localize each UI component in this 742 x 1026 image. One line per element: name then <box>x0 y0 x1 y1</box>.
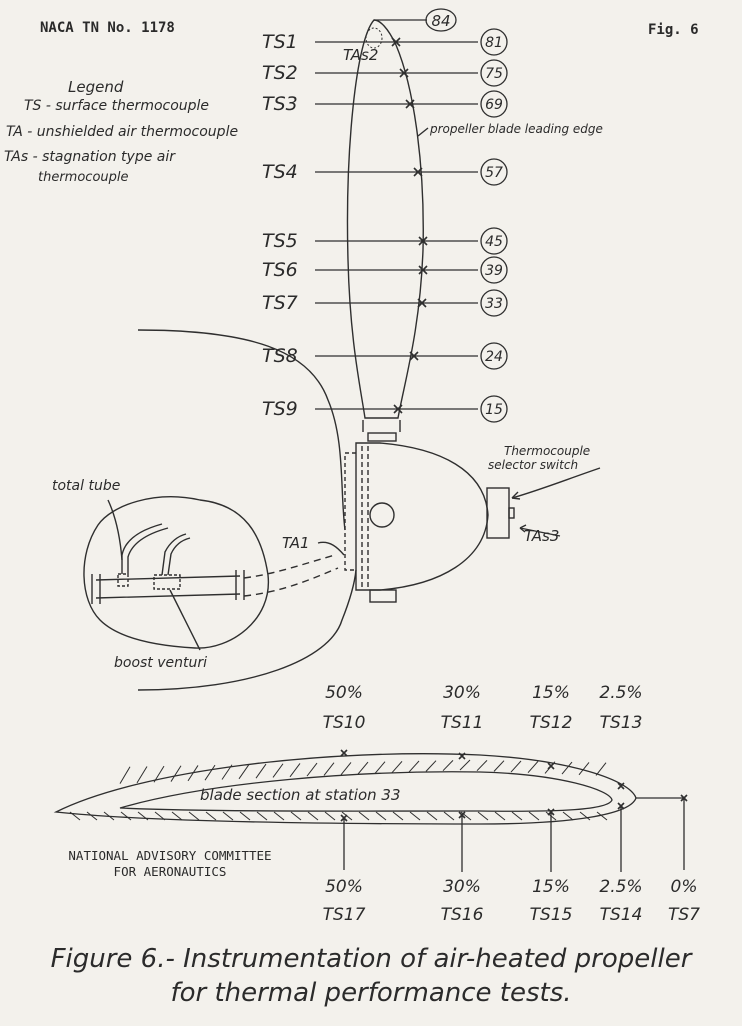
figure-number: Fig. 6 <box>648 22 699 38</box>
legend-ta: TA - unshielded air thermocouple <box>6 124 239 140</box>
station-number: 45 <box>485 234 503 250</box>
hatch-line <box>189 812 199 820</box>
upper-ts: TS13 <box>599 713 643 733</box>
upper-ts: TS11 <box>440 713 484 733</box>
thermocouple-mark <box>548 763 554 769</box>
station-ts-label: TS1 <box>262 31 298 53</box>
hatch-line <box>477 760 487 770</box>
upper-pct: 30% <box>443 683 481 703</box>
hatch-line <box>529 812 539 820</box>
upper-ts: TS12 <box>529 713 573 733</box>
blade-station-6 <box>262 257 507 283</box>
hatch-line <box>239 764 249 778</box>
report-number: NACA TN No. 1178 <box>40 20 175 36</box>
hatch-line <box>172 812 182 820</box>
station-ts-label: TS5 <box>262 230 298 252</box>
switch-label-2: selector switch <box>488 458 579 472</box>
hatch-line <box>512 812 522 820</box>
hatch-line <box>427 812 437 820</box>
station-ts-label: TS8 <box>262 345 298 367</box>
hatch-line <box>120 767 130 784</box>
lower-ts: TS14 <box>599 905 643 925</box>
upper-pct: 2.5% <box>599 683 643 703</box>
hatch-line <box>206 812 216 820</box>
duct-upper <box>138 330 345 530</box>
lower-ts: TS16 <box>440 905 484 925</box>
lower-ts: TS17 <box>322 905 366 925</box>
lower-ts: TS15 <box>529 905 573 925</box>
lower-pct: 30% <box>443 877 481 897</box>
venturi-tube <box>96 576 240 598</box>
hatch-line <box>410 812 420 820</box>
lower-pct: 2.5% <box>599 877 643 897</box>
blade-station-2 <box>262 60 507 86</box>
station-number: 33 <box>485 296 503 312</box>
venturi-outline <box>84 497 268 648</box>
hatch-line <box>444 812 454 820</box>
hub-body <box>356 443 488 590</box>
ta1-label: TA1 <box>282 534 310 552</box>
hatch-line <box>273 764 283 778</box>
upper-pct: 50% <box>325 683 363 703</box>
hatch-line <box>393 812 403 820</box>
hatch-line <box>171 766 181 782</box>
hatch-line <box>392 761 402 772</box>
blade-station-7 <box>262 290 507 316</box>
hatch-line <box>223 812 233 820</box>
blade-station-4 <box>262 159 507 185</box>
legend-ts: TS - surface thermocouple <box>24 98 210 114</box>
hub-collar <box>368 433 396 441</box>
hatch-line <box>375 762 385 774</box>
upper-station-1 <box>323 683 366 756</box>
hatch-line <box>409 761 419 772</box>
hatch-line <box>121 812 131 820</box>
hatch-line <box>308 812 318 820</box>
hatch-line <box>341 762 351 774</box>
hatch-line <box>460 760 470 770</box>
station-ts-label: TS4 <box>262 161 298 183</box>
duct-box <box>345 453 356 570</box>
blade-station-8 <box>262 343 507 369</box>
upper-pct: 15% <box>532 683 570 703</box>
hatch-line <box>596 763 606 776</box>
hatch-line <box>495 812 505 820</box>
hub-hole <box>370 503 394 527</box>
station-ts-label: TS2 <box>262 62 298 84</box>
station-number: 57 <box>485 165 503 181</box>
hatch-line <box>511 761 521 772</box>
station-number: 15 <box>485 402 503 418</box>
upper-station-4 <box>599 683 642 789</box>
upper-station-3 <box>530 683 573 769</box>
hatch-line <box>324 763 334 776</box>
duct-lower <box>138 570 356 690</box>
legend-tas-cont: thermocouple <box>38 170 129 185</box>
station-ts-label: TS6 <box>262 259 298 281</box>
hatch-line <box>562 762 572 774</box>
upper-ts: TS10 <box>322 713 366 733</box>
credit-line-2: FOR AERONAUTICS <box>113 864 227 879</box>
station-ts-label: TS7 <box>262 292 298 314</box>
station-ts-label: TS3 <box>262 93 298 115</box>
credit-line-1: NATIONAL ADVISORY COMMITTEE <box>68 848 272 863</box>
hatch-line <box>358 762 368 774</box>
switch-label-1: Thermocouple <box>504 444 591 458</box>
hatch-line <box>563 812 573 820</box>
thermocouple-mark <box>341 750 347 756</box>
hub-lower-collar <box>370 590 396 602</box>
hatch-line <box>240 812 250 820</box>
switch-pointer <box>512 468 600 498</box>
hatch-line <box>274 812 284 820</box>
hatch-line <box>376 812 386 820</box>
upper-station-2 <box>441 683 484 759</box>
credit <box>40 848 300 880</box>
station-number: 24 <box>485 349 503 365</box>
hatch-line <box>494 761 504 772</box>
caption-line-1: Figure 6.- Instrumentation of air-heated propeller <box>50 944 692 974</box>
hatch-line <box>137 766 147 782</box>
hatch-line <box>307 763 317 776</box>
hatch-line <box>426 761 436 772</box>
section-marks <box>323 683 701 925</box>
hatch-line <box>290 763 300 776</box>
lower-ts: TS7 <box>668 905 700 925</box>
station-number: 39 <box>485 263 503 279</box>
hatch-line <box>291 812 301 820</box>
station-number: 75 <box>485 66 503 82</box>
boost-venturi-label: boost venturi <box>114 655 208 671</box>
hatch-line <box>256 764 266 778</box>
legend-tas: TAs - stagnation type air <box>4 149 176 165</box>
station-number: 81 <box>485 35 503 51</box>
hatch-line <box>257 812 267 820</box>
hatch-line <box>205 765 215 780</box>
hatch-line <box>359 812 369 820</box>
total-tube-label: total tube <box>52 478 121 494</box>
lower-pct: 50% <box>325 877 363 897</box>
tip-station-label: 84 <box>431 12 451 30</box>
hatch-line <box>443 760 453 770</box>
tas2-label: TAs2 <box>343 46 379 64</box>
selector-switch-box <box>487 488 509 538</box>
section-label: blade section at station 33 <box>200 786 401 804</box>
tas3-label: TAs3 <box>524 527 560 545</box>
blade-station-3 <box>262 91 507 117</box>
station-number: 69 <box>485 97 503 113</box>
hatch-line <box>325 812 335 820</box>
leading-edge-note: propeller blade leading edge <box>430 122 603 136</box>
blade-shank <box>363 420 400 432</box>
legend-title: Legend <box>68 78 124 96</box>
station-ts-label: TS9 <box>262 398 298 420</box>
switch-knob <box>509 508 514 518</box>
blade-station-group <box>262 29 507 422</box>
caption-line-2: for thermal performance tests. <box>170 978 572 1008</box>
hatch-line <box>154 766 164 782</box>
hatch-line <box>478 812 488 820</box>
lower-pct: 15% <box>532 877 570 897</box>
hatch-line <box>528 761 538 772</box>
lower-pct: 0% <box>670 877 698 897</box>
blade-station-5 <box>262 228 507 254</box>
blade-station-1 <box>262 29 507 55</box>
hub-inner-lines <box>362 446 368 588</box>
